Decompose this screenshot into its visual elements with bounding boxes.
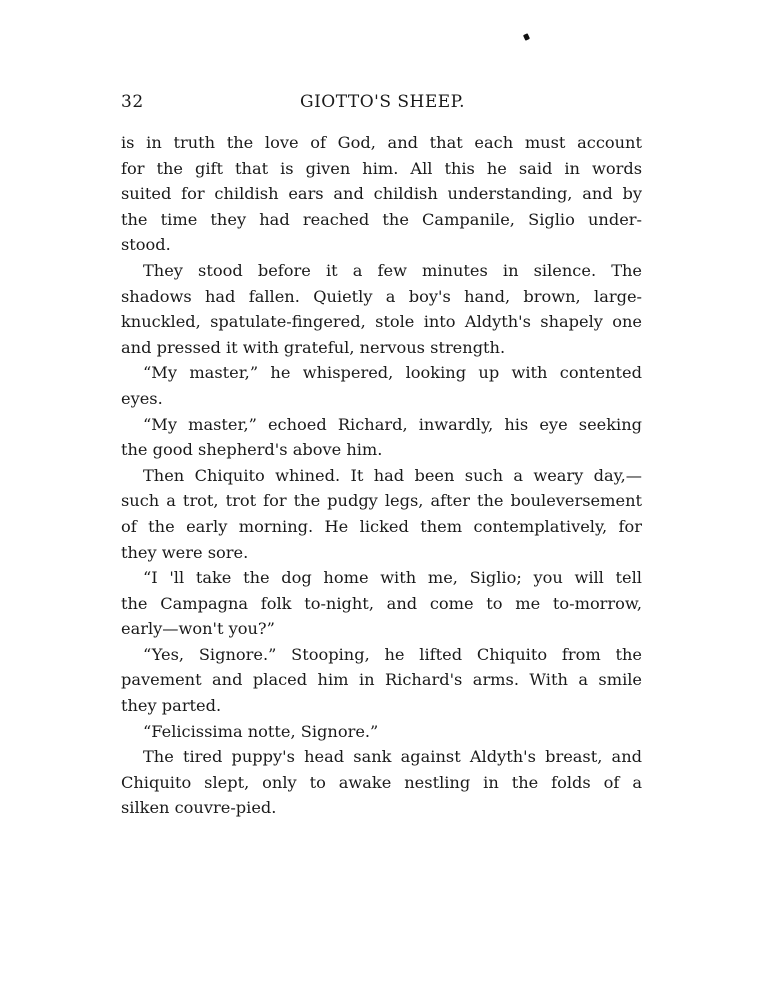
text-line: “My master,” he whispered, looking up with contented xyxy=(143,363,642,383)
text-line: “Yes, Signore.” Stooping, he lifted Chiquito from the xyxy=(143,644,642,664)
text-line: of the early morning. He licked them contemplatively, for xyxy=(121,516,642,536)
text-line: silken couvre-pied. xyxy=(121,798,277,818)
text-line: The tired puppy's head sank against Aldyth's breast, and xyxy=(143,747,642,767)
text-line: suited for childish ears and childish understanding, and by xyxy=(121,184,642,204)
text-line: pavement and placed him in Richard's arms. With a smile xyxy=(121,670,642,690)
text-line: “My master,” echoed Richard, inwardly, his eye seeking xyxy=(143,414,642,434)
text-line: they were sore. xyxy=(121,542,249,562)
text-line: “Felicissima notte, Signore.” xyxy=(143,721,379,741)
text-line: Chiquito slept, only to awake nestling in the folds of a xyxy=(121,772,642,792)
text-line: eyes. xyxy=(121,388,163,408)
text-line: they parted. xyxy=(121,696,222,716)
text-line: is in truth the love of God, and that each must account xyxy=(121,133,642,152)
text-line: the time they had reached the Campanile, Siglio under- xyxy=(121,209,642,229)
text-line: early—won't you?” xyxy=(121,619,275,639)
text-line: knuckled, spatulate-fingered, stole into Aldyth's shapely one xyxy=(121,312,642,332)
text-line: stood. xyxy=(121,235,171,255)
page-header xyxy=(121,92,641,116)
text-line: shadows had fallen. Quietly a boy's hand, brown, large- xyxy=(121,286,642,306)
ink-speck xyxy=(523,33,530,41)
text-line: “I 'll take the dog home with me, Siglio; you will tell xyxy=(143,568,642,588)
text-line: the good shepherd's above him. xyxy=(121,440,383,460)
text-line: such a trot, trot for the pudgy legs, after the bouleversement xyxy=(121,491,642,511)
body-text xyxy=(121,130,642,821)
text-line: and pressed it with grateful, nervous strength. xyxy=(121,337,506,357)
text-line: Then Chiquito whined. It had been such a weary day,— xyxy=(143,465,642,485)
text-line: They stood before it a few minutes in silence. The xyxy=(143,260,642,280)
running-head: GIOTTO'S SHEEP. xyxy=(300,92,466,112)
text-line: for the gift that is given him. All this he said in words xyxy=(121,158,642,178)
page-number: 32 xyxy=(121,92,144,112)
text-line: the Campagna folk to-night, and come to me to-morrow, xyxy=(121,593,642,613)
